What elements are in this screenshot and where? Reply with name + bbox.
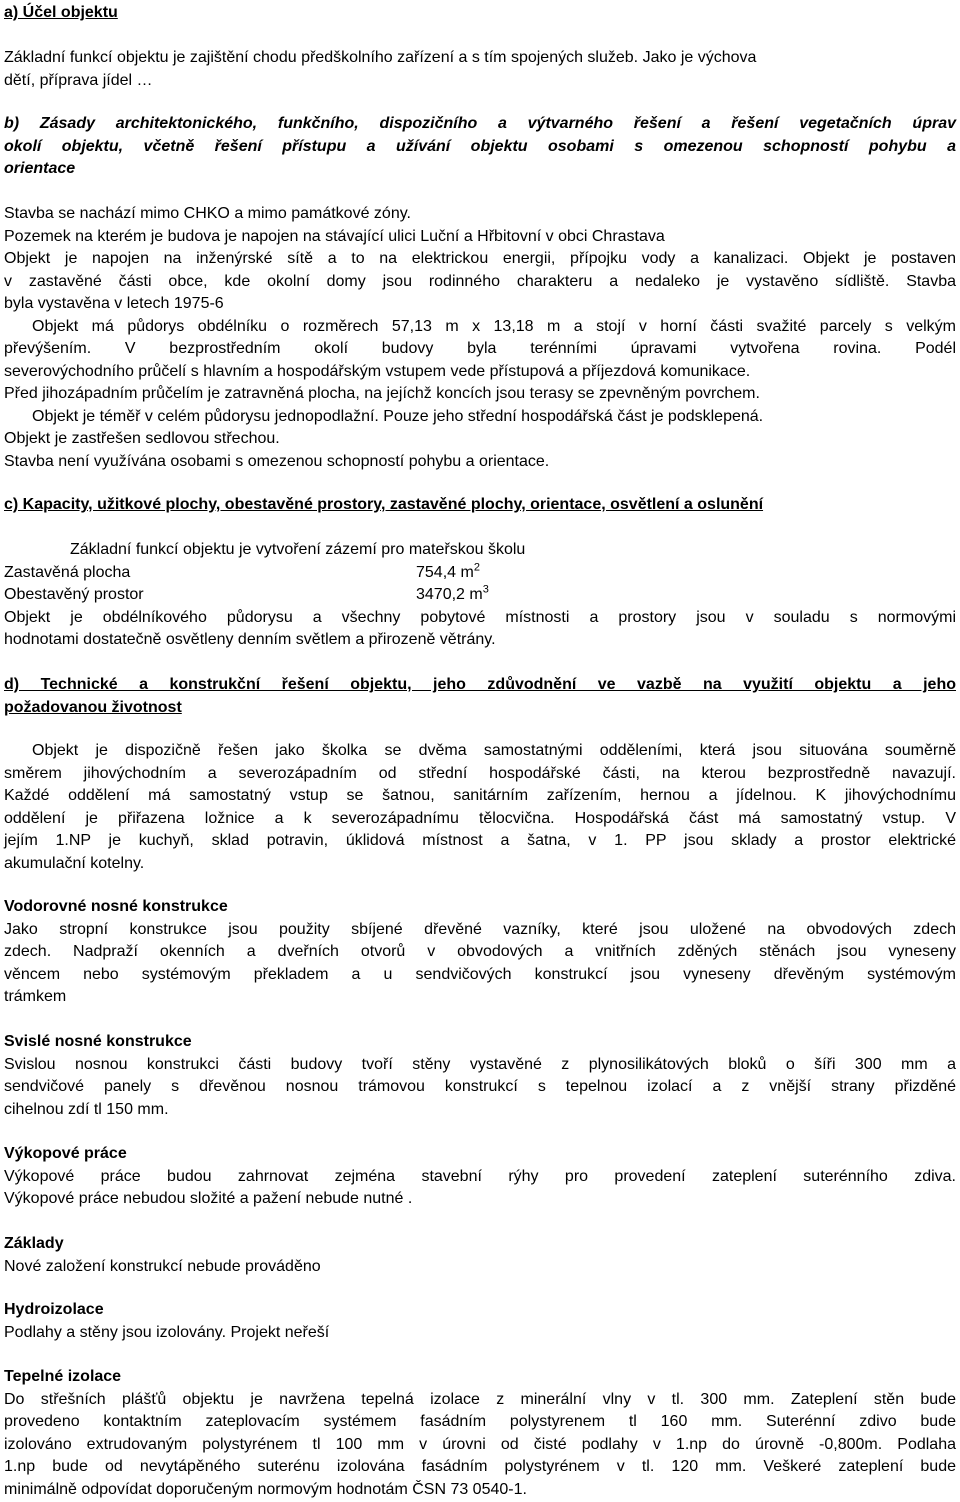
text-line: Objekt je téměř v celém půdorysu jednopodlažní. Pouze jeho střední hospodářská část je podsklepená. [32,407,764,425]
text-line: Objekt má půdorys obdélníku o rozměrech 57,13 m x 13,18 m a stojí v horní části svažité parcely s velkým [32,317,956,335]
text-line: Před jihozápadním průčelím je zatravněná plocha, na jejíchž koncích jsou terasy se zpevněným povrchem. [4,385,760,402]
text-line: věncem nebo systémovým překladem a u sendvičových konstrukcí jsou vyneseny dřevěným systémovým [4,965,956,983]
text-line: Výkopové práce nebudou složité a pažení nebude nutné . [4,1190,413,1207]
section-b-heading [4,113,956,181]
text-line: Objekt je napojen na inženýrské sítě a to na elektrickou energii, přípojku vody a kanalizaci. Objekt je postaven [4,250,956,267]
text-line: Jako stropní konstrukce jsou použity sbíjené dřevěné vazníky, které jsou uložené na obvodových zdech [4,920,956,938]
section-b-body [4,203,956,473]
section-a [4,2,956,25]
section-a-heading: a) Účel objektu [4,4,118,21]
text-line: izolováno extrudovaným polystyrénem tl 100 mm v úrovni od čisté podlahy v 1.np do úrovně -0,800m. Podlaha [4,1435,956,1453]
heading-line: b) Zásady architektonického, funkčního, dispozičního a výtvarného řešení a řešení vegetačních úprav [4,115,956,132]
section-a-paragraph [4,47,956,92]
text-line: 1.np bude od nevytápěného suterénu izolována fasádním polystyrénem v tl. 120 mm. Veškeré zateplení bude [4,1458,956,1475]
superscript: 3 [482,583,489,596]
text-line: převýšením. V bezprostředním okolí budovy byla terénními úpravami vytvořena rovina. Podél [4,340,956,357]
volume-row [4,584,956,607]
text-line: Základní funkcí objektu je zajištění chodu předškolního zařízení a s tím spojených služeb. Jako je výchova [4,49,757,66]
text-line: Do střešních plášťů objektu je navržena tepelná izolace z minerální vlny v tl. 300 mm. Zateplení stěn bude [4,1390,956,1408]
text-line: Podlahy a stěny jsou izolovány. Projekt neřeší [4,1323,330,1341]
heading-line: požadovanou životnost [4,698,182,716]
built-area-label: Zastavěná plocha [4,563,131,581]
foundations [4,1233,956,1278]
subsection-heading: Výkopové práce [4,1145,127,1162]
text-line: zdech. Nadpraží okenních a dveřních otvorů v obvodových a vnitřních zděných stěnách jsou vyneseny [4,943,956,960]
text-line: trámkem [4,988,67,1005]
text-line: provedeno kontaktním zateplovacím systémem fasádním polystyrenem tl 160 mm. Suterénní zdivo bude [4,1413,956,1430]
text-line: Výkopové práce budou zahrnovat zejména stavební rýhy pro provedení zateplení suterénního zdiva. [4,1167,956,1185]
text-line: v zastavěné části obce, kde okolní domy jsou rodinného charakteru a nedaleko je vystavěno sídliště. Stavba [4,272,956,290]
subsection-heading: Hydroizolace [4,1301,104,1318]
section-c-body [4,539,956,652]
text-line: Nové založení konstrukcí nebude prováděno [4,1257,321,1275]
volume-label: Obestavěný prostor [4,586,144,603]
text-line: akumulační kotelny. [4,854,145,872]
subsection-heading: Svislé nosné konstrukce [4,1033,192,1050]
text-line: Základní funkcí objektu je vytvoření zázemí pro mateřskou školu [70,541,526,558]
vertical-structures [4,1031,956,1121]
text-line: směrem jihovýchodním a severozápadním od střední hospodářské části, na kterou bezprostředně navazují. [4,764,956,782]
text-line: Každé oddělení má samostatný vstup se šatnou, sanitárním zařízením, hernou a jídelnou. K jihovýchodnímu [4,787,956,804]
heading-line: d) Technické a konstrukční řešení objektu, jeho zdůvodnění ve vazbě na využití objektu a jeho [4,676,956,693]
subsection-heading: Tepelné izolace [4,1368,122,1385]
heading-line: c) Kapacity, užitkové plochy, obestavěné prostory, zastavěné plochy, orientace, osvětlení a oslunění [4,496,764,513]
text-line: dětí, příprava jídel … [4,71,153,89]
waterproofing [4,1299,956,1344]
subsection-heading: Vodorovné nosné konstrukce [4,898,228,915]
built-area-row [4,562,956,585]
subsection-heading: Základy [4,1235,64,1252]
built-area-value: 754,4 $m^2$ [416,561,480,581]
superscript: 2 [473,561,480,574]
heading-line: okolí objektu, včetně řešení přístupu a užívání objektu osobami s omezenou schopností pohybu a [4,137,956,155]
text-line: hodnotami dostatečně osvětleny denním světlem a přirozeně větrány. [4,631,496,648]
text-line: Stavba se nachází mimo CHKO a mimo památkové zóny. [4,205,411,222]
section-d-body [4,740,956,875]
text-line: Objekt je zastřešen sedlovou střechou. [4,430,280,447]
section-c-heading [4,494,956,517]
text-line: byla vystavěna v letech 1975-6 [4,295,224,312]
heading-line: orientace [4,160,76,177]
text-line: Svislou nosnou konstrukci části budovy tvoří stěny vystavěné z plynosilikátových bloků o šíři 300 mm a [4,1055,956,1073]
text-line: jejím 1.NP je kuchyň, sklad potravin, úklidová místnost a šatna, v 1. PP jsou sklady a prostor elektrické [4,832,956,849]
section-d-heading [4,674,956,719]
excavation-works [4,1143,956,1211]
text-line: Stavba není využívána osobami s omezenou schopností pohybu a orientace. [4,452,550,470]
text-line: severovýchodního průčelí s hlavním a hospodářským vstupem vede přístupová a příjezdová komunikace. [4,362,751,380]
horizontal-structures [4,896,956,1009]
volume-value: 3470,2 $m^3$ [416,583,489,603]
text-line: oddělení je přiřazena ložnice a k severozápadnímu tělocvična. Hospodářská část má samostatný vstup. V [4,809,956,827]
text-line: Objekt je obdélníkového půdorysu a všechny pobytové místnosti a prostory jsou v souladu s normovými [4,608,956,626]
thermal-insulation [4,1366,956,1501]
text-line: minimálně odpovídat doporučeným normovým hodnotám ČSN 73 0540-1. [4,1480,527,1498]
text-line: sendvičové panely s dřevěnou nosnou trámovou konstrukcí s tepelnou izolací a z vnější strany přizděné [4,1078,956,1095]
text-line: Pozemek na kterém je budova je napojen na stávající ulici Luční a Hřbitovní v obci Chrastava [4,227,665,245]
text-line: Objekt je dispozičně řešen jako školka se dvěma samostatnými odděleními, která jsou situována souměrně [32,742,956,759]
text-line: cihelnou zdí tl 150 mm. [4,1100,169,1118]
